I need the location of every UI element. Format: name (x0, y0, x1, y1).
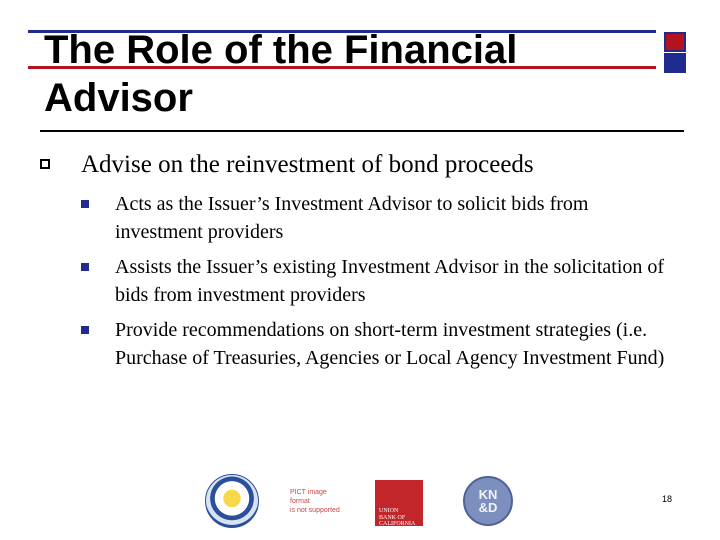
square-bullet-icon (81, 263, 89, 271)
sub-bullet-item (80, 190, 680, 246)
logo-strip (0, 470, 720, 530)
slide-title: The Role of the Financial Advisor (44, 28, 518, 120)
hollow-square-bullet-icon (40, 159, 50, 169)
page-number: 18 (662, 494, 673, 504)
pict-note-line: PICT image format (290, 489, 327, 505)
sub-bullet-text: Acts as the Issuer’s Investment Advisor to solicit bids from investment providers (115, 193, 589, 243)
title-divider (40, 130, 684, 132)
knd-logo-icon (463, 476, 513, 526)
square-bullet-icon (81, 200, 89, 208)
header-red-square (664, 32, 686, 52)
pict-note-line: is not supported (290, 507, 340, 514)
knd-logo-line: &D (478, 500, 498, 515)
main-bullet-text: Advise on the reinvestment of bond proceeds (81, 151, 534, 178)
sub-bullet-text: Provide recommendations on short-term investment strategies (i.e. Purchase of Treasuries, Agencies or Local Agency Investment Fund) (115, 319, 665, 369)
knd-logo-text (473, 488, 503, 514)
union-bank-text: UNION (379, 508, 399, 514)
union-bank-logo (375, 480, 423, 526)
square-bullet-icon (81, 326, 89, 334)
seal-logo-icon (205, 474, 259, 528)
sub-bullet-text: Assists the Issuer’s existing Investment Advisor in the solicitation of bids from investment providers (115, 256, 665, 306)
union-bank-text: BANK OF (379, 515, 406, 521)
knd-logo-line: KN (478, 487, 498, 502)
sub-bullet-item (80, 253, 680, 309)
union-bank-text: CALIFORNIA (379, 521, 416, 527)
header-blue-square (664, 53, 686, 73)
unsupported-image-note (290, 488, 342, 522)
sub-bullet-item (80, 316, 680, 372)
sub-bullet-list (80, 190, 680, 379)
